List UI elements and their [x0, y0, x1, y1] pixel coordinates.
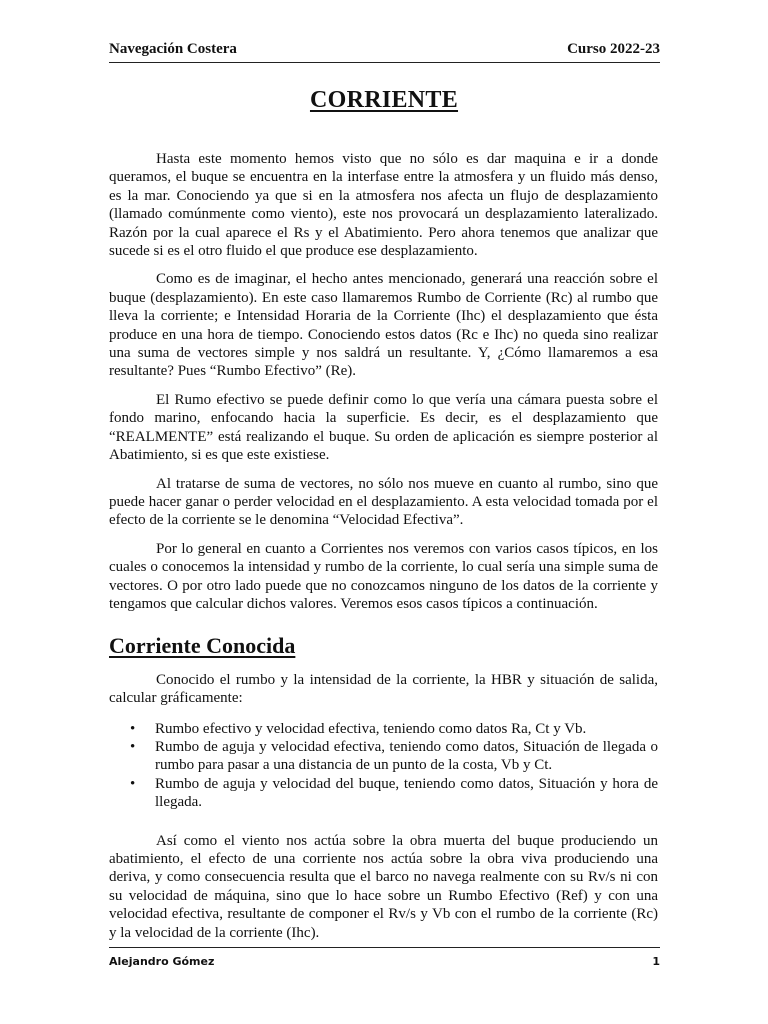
document-body: [109, 150, 658, 952]
page-footer: [109, 947, 660, 968]
page-number: 1: [652, 955, 660, 968]
header-course-year: Curso 2022-23: [567, 41, 660, 57]
section-intro: Conocido el rumbo y la intensidad de la corriente, la HBR y situación de salida, calcular gráficamente:: [109, 671, 658, 707]
paragraph-closing: Así como el viento nos actúa sobre la obra muerta del buque produciendo un abatimiento, el efecto de una corriente nos actúa sobre la obra viva produciendo una deriva, y como consecuencia resulta que el barco no navega realmente con su Rv/s ni con su velocidad de máquina, sino que lo hace sobre un Rumbo Efectivo (Ref) y con una velocidad efectiva, resultante de componer el Rv/s y Vb con el rumbo de la corriente (Rc) y la velocidad de la corriente (Ihc).: [109, 832, 658, 941]
list-item: [109, 775, 658, 812]
bullet-icon: •: [130, 775, 136, 792]
bullet-icon: •: [130, 720, 136, 737]
section-heading-corriente-conocida: Corriente Conocida: [109, 633, 296, 659]
footer-author: Alejandro Gómez: [109, 955, 215, 968]
list-item: [109, 720, 658, 738]
document-title: CORRIENTE: [309, 87, 459, 113]
bullet-icon: •: [130, 738, 136, 755]
cases-list: [109, 720, 658, 812]
paragraph-rumbo-efectivo: El Rumo efectivo se puede definir como lo que vería una cámara puesta sobre el fondo marino, enfocando hacia la superficie. Es decir, es el desplazamiento que “REALMENTE” está realizando el buque. Su orden de aplicación es siempre posterior al Abatimiento, si es que este existiese.: [109, 391, 658, 464]
list-item-text: Rumbo de aguja y velocidad del buque, teniendo como datos, Situación y hora de llegada.: [155, 775, 658, 811]
list-item: [109, 738, 658, 775]
paragraph-rumbo-corriente: Como es de imaginar, el hecho antes mencionado, generará una reacción sobre el buque (desplazamiento). En este caso llamaremos Rumbo de Corriente (Rc) al rumbo que lleva la corriente; e Intensidad Horaria de la Corriente (Ihc) el desplazamiento que ésta produce en una hora de tiempo. Conociendo estos datos (Rc e Ihc) no queda sino realizar una suma de vectores simple y nos saldrá un resultante. Y, ¿Cómo llamaremos a esa resultante? Pues “Rumbo Efectivo” (Re).: [109, 271, 658, 380]
paragraph-velocidad-efectiva: Al tratarse de suma de vectores, no sólo nos mueve en cuanto al rumbo, sino que puede hacer ganar o perder velocidad en el desplazamiento. A esta velocidad tomada por el efecto de la corriente se le denomina “Velocidad Efectiva”.: [109, 475, 658, 529]
paragraph-casos-tipicos: Por lo general en cuanto a Corrientes nos veremos con varios casos típicos, en los cuales o conocemos la intensidad y rumbo de la corriente, lo cual sería una simple suma de vectores. O por otro lado puede que no conozcamos ninguno de los datos de la corriente y tengamos que calcular dichos valores. Veremos esos casos típicos a continuación.: [109, 540, 658, 612]
header-course-title: Navegación Costera: [109, 41, 237, 57]
page-header: [109, 41, 660, 63]
list-item-text: Rumbo efectivo y velocidad efectiva, teniendo como datos Ra, Ct y Vb.: [155, 720, 587, 737]
list-item-text: Rumbo de aguja y velocidad efectiva, teniendo como datos, Situación de llegada o rumbo para pasar a una distancia de un punto de la costa, Vb y Ct.: [155, 738, 658, 774]
paragraph-intro: Hasta este momento hemos visto que no sólo es dar maquina e ir a donde queramos, el buque se encuentra en la interfase entre la atmosfera y un fluido más denso, es la mar. Conociendo ya que si en la atmosfera nos afecta un flujo de desplazamiento (llamado comúnmente como viento), este nos provocará un desplazamiento lateralizado. Razón por la cual aparece el Rs y el Abatimiento. Pero ahora tenemos que analizar que sucede si es el otro fluido el que produce ese desplazamiento.: [109, 151, 658, 260]
